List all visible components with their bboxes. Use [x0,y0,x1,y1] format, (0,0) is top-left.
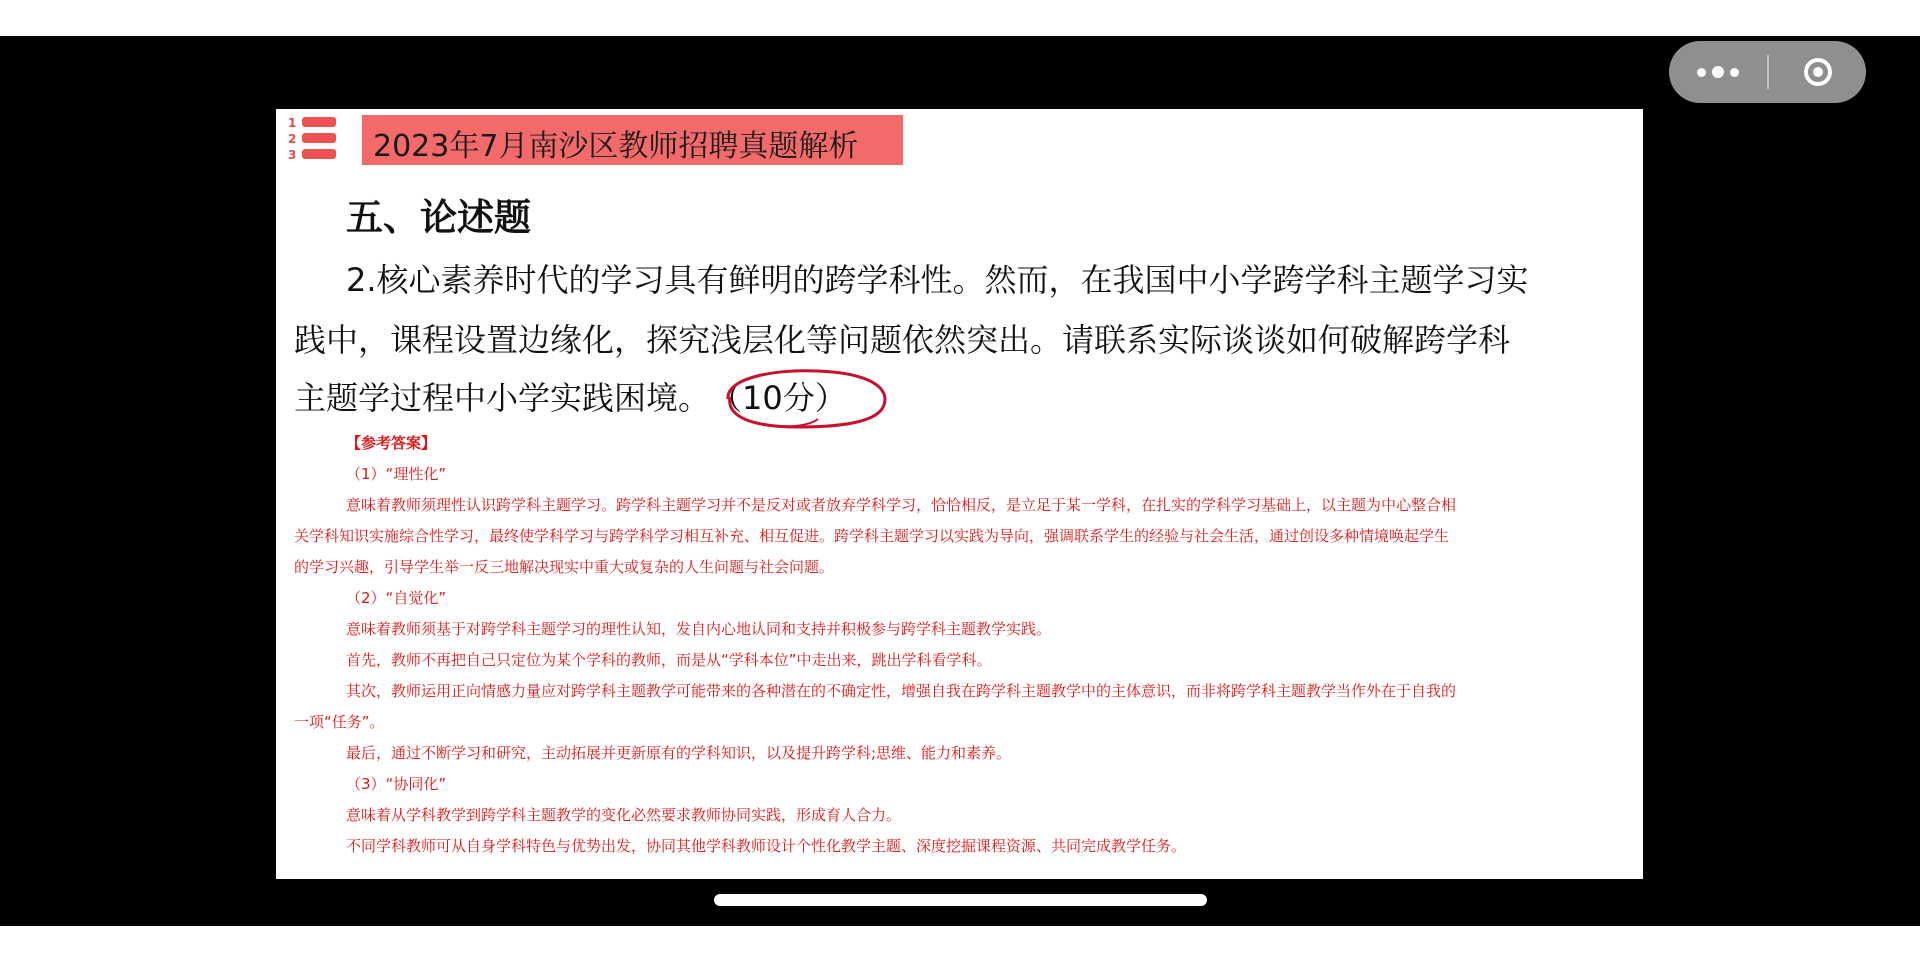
more-dots-icon [1697,68,1706,77]
slide-title-banner [362,115,903,165]
answer-line: 其次，教师运用正向情感力量应对跨学科主题教学可能带来的各种潜在的不确定性，增强自我在跨学科主题教学中的主体意识，而非将跨学科主题教学当作外在于自我的 [346,682,1457,700]
mini-program-capsule [1669,41,1866,103]
answer-line: 关学科知识实施综合性学习，最终使学科学习与跨学科学习相互补充、相互促进。跨学科主题学习以实践为导向，强调联系学生的经验与社会生活，通过创设多种情境唤起学生 [294,527,1450,545]
slide-content [276,109,1643,879]
answer-line: 一项“任务”。 [294,713,385,731]
more-dots-icon [1712,66,1724,78]
question-line: 主题学过程中小学实践困境。 [294,379,711,417]
list-number: 2 [288,132,297,146]
list-number: 1 [288,116,297,130]
answer-line: 的学习兴趣，引导学生举一反三地解决现实中重大或复杂的人生问题与社会问题。 [294,558,835,576]
more-button[interactable] [1669,41,1767,103]
more-dots-icon [1730,68,1739,77]
target-close-icon [1804,58,1832,86]
status-bar-area [0,0,1920,36]
answer-point: （3）“协同化” [346,775,447,793]
close-button[interactable] [1769,41,1866,103]
answer-point: （1）“理性化” [346,465,447,483]
list-number: 3 [288,148,297,162]
home-indicator[interactable] [714,894,1207,906]
bottom-area [0,926,1920,960]
answer-line: 意味着教师须理性认识跨学科主题学习。跨学科主题学习并不是反对或者放弃学科学习，恰恰相反，是立足于某一学科，在扎实的学科学习基础上，以主题为中心整合相 [346,496,1457,514]
slide-title: 2023年7月南沙区教师招聘真题解析 [373,129,859,164]
question-line: 2.核心素养时代的学习具有鲜明的跨学科性。然而，在我国中小学跨学科主题学习实 [346,261,1529,299]
score-label: （10分） [710,379,847,417]
section-heading: 五、论述题 [346,196,531,239]
numbered-list-icon [288,117,336,163]
answer-line: 首先，教师不再把自己只定位为某个学科的教师，而是从“学科本位”中走出来，跳出学科看学科。 [346,651,992,669]
answer-point: （2）“自觉化” [346,589,447,607]
answer-line: 不同学科教师可从自身学科特色与优势出发，协同其他学科教师设计个性化教学主题、深度挖掘课程资源、共同完成教学任务。 [346,837,1187,855]
question-line: 践中，课程设置边缘化，探究浅层化等问题依然突出。请联系实际谈谈如何破解跨学科 [294,321,1511,359]
answer-header: 【参考答案】 [346,434,437,452]
answer-line: 意味着教师须基于对跨学科主题学习的理性认知，发自内心地认同和支持并积极参与跨学科主题教学实践。 [346,620,1052,638]
answer-line: 意味着从学科教学到跨学科主题教学的变化必然要求教师协同实践，形成育人合力。 [346,806,902,824]
answer-line: 最后，通过不断学习和研究，主动拓展并更新原有的学科知识，以及提升跨学科;思维、能力和素养。 [346,744,1012,762]
hand-drawn-circle-annotation [718,363,894,433]
